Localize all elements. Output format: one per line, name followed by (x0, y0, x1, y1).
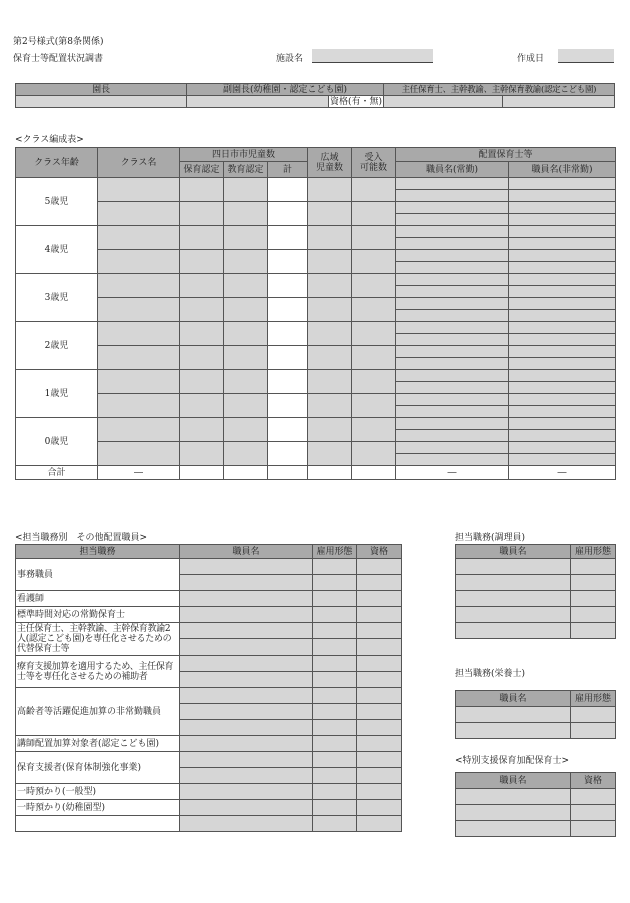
total-cell (268, 370, 308, 394)
hoiku-cell[interactable] (180, 298, 224, 322)
fulltime-staff-cell[interactable] (396, 178, 509, 190)
class-table (15, 147, 616, 480)
fulltime-staff-cell[interactable] (396, 358, 509, 370)
cook-value-cell[interactable] (571, 607, 616, 623)
class-name-cell[interactable] (98, 202, 180, 226)
accept-cell[interactable] (352, 442, 396, 466)
duty-employ-cell[interactable] (313, 784, 357, 800)
director-header: 園長 (16, 84, 187, 96)
special-value-cell[interactable] (571, 805, 616, 821)
duty-row (16, 559, 402, 575)
nutrition-value-cell[interactable] (571, 723, 616, 739)
fulltime-staff-cell[interactable] (396, 238, 509, 250)
duty-qual-cell[interactable] (357, 784, 402, 800)
parttime-staff-cell[interactable] (509, 394, 616, 406)
fulltime-staff-cell[interactable] (396, 322, 509, 334)
nutrition-row (456, 707, 616, 723)
cook-table (455, 544, 616, 639)
parttime-staff-cell[interactable] (509, 190, 616, 202)
kyoiku-cell[interactable] (224, 442, 268, 466)
nutrition-value-cell[interactable] (571, 707, 616, 723)
duty-row (16, 688, 402, 704)
duty-staff-name-cell[interactable] (180, 623, 313, 639)
wide-area-cell[interactable] (308, 394, 352, 418)
duty-label: 看護師 (16, 591, 180, 607)
parttime-staff-cell[interactable] (509, 442, 616, 454)
special-name-header: 職員名 (456, 773, 571, 789)
class-name-column-header: クラス名 (98, 148, 180, 178)
cook-name-cell[interactable] (456, 559, 571, 575)
nutrition-employ-header: 雇用形態 (571, 691, 616, 707)
age-cell: 2歳児 (16, 322, 98, 370)
duty-employ-cell[interactable] (313, 623, 357, 639)
class-row (16, 178, 616, 190)
hoiku-cell[interactable] (180, 178, 224, 202)
cook-name-header: 職員名 (456, 545, 571, 559)
duty-employ-header: 雇用形態 (313, 545, 357, 559)
class-name-cell[interactable] (98, 394, 180, 418)
fulltime-staff-cell[interactable] (396, 214, 509, 226)
total-dash: ― (98, 466, 180, 480)
duty-qual-cell[interactable] (357, 575, 402, 591)
special-value-cell[interactable] (571, 821, 616, 837)
kyoiku-cell[interactable] (224, 202, 268, 226)
parttime-staff-cell[interactable] (509, 334, 616, 346)
accept-cell[interactable] (352, 346, 396, 370)
duty-row (16, 607, 402, 623)
hoiku-header: 保育認定 (180, 162, 224, 178)
wide-area-cell[interactable] (308, 346, 352, 370)
age-column-header: クラス年齢 (16, 148, 98, 178)
class-row (16, 298, 616, 310)
total-value-cell (224, 466, 268, 480)
parttime-staff-cell[interactable] (509, 286, 616, 298)
class-name-cell[interactable] (98, 370, 180, 394)
special-name-cell[interactable] (456, 821, 571, 837)
document-title: 保育士等配置状況調書 (13, 54, 104, 64)
duty-staff-name-cell[interactable] (180, 752, 313, 768)
fulltime-staff-cell[interactable] (396, 202, 509, 214)
kyoiku-cell[interactable] (224, 394, 268, 418)
duty-column-header: 担当職務 (16, 545, 180, 559)
fulltime-staff-cell[interactable] (396, 370, 509, 382)
cook-row (456, 591, 616, 607)
total-cell (268, 250, 308, 274)
duty-staff-name-cell[interactable] (180, 607, 313, 623)
vice-director-header: 副園長(幼稚園・認定こども園) (187, 84, 384, 96)
kyoiku-cell[interactable] (224, 274, 268, 298)
accept-cell[interactable] (352, 274, 396, 298)
wide-area-header: 広域 児童数 (308, 148, 352, 178)
parttime-staff-cell[interactable] (509, 382, 616, 394)
parttime-staff-cell[interactable] (509, 226, 616, 238)
duty-employ-cell[interactable] (313, 591, 357, 607)
duty-label: 講師配置加算対象者(認定こども園) (16, 736, 180, 752)
parttime-staff-cell[interactable] (509, 322, 616, 334)
duty-staff-name-cell[interactable] (180, 768, 313, 784)
duty-qual-cell[interactable] (357, 720, 402, 736)
parttime-staff-cell[interactable] (509, 214, 616, 226)
parttime-staff-cell[interactable] (509, 250, 616, 262)
duty-staff-name-cell[interactable] (180, 800, 313, 816)
fulltime-header: 職員名(常勤) (396, 162, 509, 178)
duty-staff-name-cell[interactable] (180, 672, 313, 688)
total-cell (268, 442, 308, 466)
total-cell (268, 202, 308, 226)
cook-value-cell[interactable] (571, 623, 616, 639)
special-row (456, 805, 616, 821)
class-row (16, 322, 616, 334)
parttime-header: 職員名(非常勤) (509, 162, 616, 178)
kyoiku-cell[interactable] (224, 370, 268, 394)
cook-row (456, 559, 616, 575)
parttime-staff-cell[interactable] (509, 298, 616, 310)
wide-area-cell[interactable] (308, 370, 352, 394)
accept-cell[interactable] (352, 322, 396, 346)
duty-staff-name-cell[interactable] (180, 720, 313, 736)
duty-qual-cell[interactable] (357, 736, 402, 752)
parttime-staff-cell[interactable] (509, 358, 616, 370)
duty-employ-cell[interactable] (313, 575, 357, 591)
special-qual-header: 資格 (571, 773, 616, 789)
accept-cell[interactable] (352, 226, 396, 250)
cook-row (456, 575, 616, 591)
qualification-label: 資格(有・無) (329, 96, 382, 107)
duty-row (16, 656, 402, 672)
class-name-cell[interactable] (98, 178, 180, 202)
duty-employ-cell[interactable] (313, 720, 357, 736)
kyoiku-cell[interactable] (224, 418, 268, 442)
duty-staff-name-cell[interactable] (180, 688, 313, 704)
class-name-cell[interactable] (98, 274, 180, 298)
accept-cell[interactable] (352, 250, 396, 274)
wide-area-cell[interactable] (308, 418, 352, 442)
facility-field[interactable] (312, 49, 433, 63)
duty-staff-name-cell[interactable] (180, 704, 313, 720)
wide-area-cell[interactable] (308, 274, 352, 298)
duty-label: 主任保育士、主幹教諭、主幹保育教諭2人(認定こども園)を専任化させるための代替保育士等 (16, 623, 180, 656)
duty-qual-cell[interactable] (357, 768, 402, 784)
parttime-staff-cell[interactable] (509, 178, 616, 190)
duty-qual-cell[interactable] (357, 656, 402, 672)
fulltime-staff-cell[interactable] (396, 286, 509, 298)
duty-qual-cell[interactable] (357, 704, 402, 720)
total-value-cell (308, 466, 352, 480)
duty-employ-cell[interactable] (313, 639, 357, 656)
duty-row (16, 591, 402, 607)
fulltime-staff-cell[interactable] (396, 274, 509, 286)
parttime-staff-cell[interactable] (509, 454, 616, 466)
total-value-cell (180, 466, 224, 480)
duty-qual-cell[interactable] (357, 800, 402, 816)
hoiku-cell[interactable] (180, 322, 224, 346)
age-cell: 4歳児 (16, 226, 98, 274)
duty-staff-name-cell[interactable] (180, 559, 313, 575)
duty-staff-name-cell[interactable] (180, 639, 313, 656)
class-row (16, 418, 616, 430)
duty-staff-name-cell[interactable] (180, 816, 313, 832)
hoiku-cell[interactable] (180, 202, 224, 226)
cook-value-cell[interactable] (571, 591, 616, 607)
duty-employ-cell[interactable] (313, 607, 357, 623)
duty-row (16, 623, 402, 639)
duty-qual-cell[interactable] (357, 591, 402, 607)
wide-area-cell[interactable] (308, 250, 352, 274)
total-cell (268, 274, 308, 298)
city-children-header: 四日市市児童数 (180, 148, 308, 162)
duty-qual-cell[interactable] (357, 607, 402, 623)
class-row (16, 274, 616, 286)
cook-section-heading: 担当職務(調理員) (455, 533, 526, 543)
fulltime-staff-cell[interactable] (396, 226, 509, 238)
hoiku-cell[interactable] (180, 250, 224, 274)
class-name-cell[interactable] (98, 250, 180, 274)
parttime-staff-cell[interactable] (509, 238, 616, 250)
duty-employ-cell[interactable] (313, 704, 357, 720)
hoiku-cell[interactable] (180, 394, 224, 418)
total-cell (268, 322, 308, 346)
duty-qual-cell[interactable] (357, 559, 402, 575)
accept-cell[interactable] (352, 370, 396, 394)
duty-table (15, 544, 402, 832)
duty-staff-name-cell[interactable] (180, 736, 313, 752)
duty-employ-cell[interactable] (313, 816, 357, 832)
kyoiku-cell[interactable] (224, 346, 268, 370)
duty-qual-cell[interactable] (357, 752, 402, 768)
parttime-staff-cell[interactable] (509, 418, 616, 430)
accept-cell[interactable] (352, 418, 396, 442)
kyoiku-cell[interactable] (224, 226, 268, 250)
cook-name-cell[interactable] (456, 623, 571, 639)
duty-employ-cell[interactable] (313, 559, 357, 575)
fulltime-staff-cell[interactable] (396, 310, 509, 322)
total-dash: ― (396, 466, 509, 480)
parttime-staff-cell[interactable] (509, 430, 616, 442)
cook-employ-header: 雇用形態 (571, 545, 616, 559)
hoiku-cell[interactable] (180, 370, 224, 394)
accept-cell[interactable] (352, 298, 396, 322)
duty-qual-cell[interactable] (357, 816, 402, 832)
class-row (16, 226, 616, 238)
class-name-cell[interactable] (98, 442, 180, 466)
parttime-staff-cell[interactable] (509, 202, 616, 214)
fulltime-staff-cell[interactable] (396, 346, 509, 358)
class-name-cell[interactable] (98, 298, 180, 322)
vice-director-name-cell[interactable] (187, 96, 329, 108)
hoiku-cell[interactable] (180, 226, 224, 250)
total-value-cell (352, 466, 396, 480)
duty-row (16, 784, 402, 800)
special-row (456, 821, 616, 837)
total-cell (268, 418, 308, 442)
accept-cell[interactable] (352, 178, 396, 202)
fulltime-staff-cell[interactable] (396, 454, 509, 466)
class-row (16, 202, 616, 214)
duty-label: 事務職員 (16, 559, 180, 591)
total-cell (268, 226, 308, 250)
fulltime-staff-cell[interactable] (396, 418, 509, 430)
class-row (16, 394, 616, 406)
fulltime-staff-cell[interactable] (396, 250, 509, 262)
duty-label: 療育支援加算を適用するため、主任保育士等を専任化させるための補助者 (16, 656, 180, 688)
parttime-staff-cell[interactable] (509, 274, 616, 286)
nutrition-row (456, 723, 616, 739)
wide-area-cell[interactable] (308, 322, 352, 346)
cook-row (456, 623, 616, 639)
wide-area-cell[interactable] (308, 442, 352, 466)
chief-name-cell[interactable] (383, 96, 502, 108)
duty-row (16, 816, 402, 832)
cook-name-cell[interactable] (456, 575, 571, 591)
director-name-cell[interactable] (16, 96, 187, 108)
cook-name-cell[interactable] (456, 607, 571, 623)
duty-label: 高齢者等活躍促進加算の非常勤職員 (16, 688, 180, 736)
fulltime-staff-cell[interactable] (396, 394, 509, 406)
total-label: 合計 (16, 466, 98, 480)
accept-cell[interactable] (352, 202, 396, 226)
parttime-staff-cell[interactable] (509, 310, 616, 322)
fulltime-staff-cell[interactable] (396, 430, 509, 442)
chief-header: 主任保育士、主幹教諭、主幹保育教諭(認定こども園) (383, 84, 614, 96)
total-header: 計 (268, 162, 308, 178)
special-value-cell[interactable] (571, 789, 616, 805)
total-cell (268, 178, 308, 202)
total-cell (268, 298, 308, 322)
duty-row (16, 800, 402, 816)
age-cell: 3歳児 (16, 274, 98, 322)
duty-qual-cell[interactable] (357, 639, 402, 656)
fulltime-staff-cell[interactable] (396, 298, 509, 310)
nutrition-name-cell[interactable] (456, 707, 571, 723)
hoiku-cell[interactable] (180, 418, 224, 442)
hoiku-cell[interactable] (180, 346, 224, 370)
staff-header: 配置保育士等 (396, 148, 616, 162)
kyoiku-header: 教育認定 (224, 162, 268, 178)
duty-label: 一時預かり(一般型) (16, 784, 180, 800)
accept-cell[interactable] (352, 394, 396, 418)
total-cell (268, 346, 308, 370)
class-row (16, 442, 616, 454)
duty-employ-cell[interactable] (313, 736, 357, 752)
date-field[interactable] (558, 49, 614, 63)
duty-qual-cell[interactable] (357, 623, 402, 639)
age-cell: 5歳児 (16, 178, 98, 226)
facility-label: 施設名 (276, 54, 304, 64)
class-row (16, 250, 616, 262)
parttime-staff-cell[interactable] (509, 262, 616, 274)
class-row (16, 346, 616, 358)
duty-employ-cell[interactable] (313, 688, 357, 704)
duty-label: 一時預かり(幼稚園型) (16, 800, 180, 816)
duty-staff-name-cell[interactable] (180, 575, 313, 591)
wide-area-cell[interactable] (308, 178, 352, 202)
cook-value-cell[interactable] (571, 575, 616, 591)
kyoiku-cell[interactable] (224, 250, 268, 274)
class-row (16, 370, 616, 382)
date-label: 作成日 (517, 54, 545, 64)
fulltime-staff-cell[interactable] (396, 442, 509, 454)
duty-label: 標準時間対応の常勤保育士 (16, 607, 180, 623)
total-dash: ― (509, 466, 616, 480)
age-cell: 0歳児 (16, 418, 98, 466)
total-value-cell (268, 466, 308, 480)
form-number: 第2号様式(第8条関係) (13, 37, 104, 47)
age-cell: 1歳児 (16, 370, 98, 418)
parttime-staff-cell[interactable] (509, 370, 616, 382)
parttime-staff-cell[interactable] (509, 346, 616, 358)
total-cell (268, 394, 308, 418)
duty-row (16, 752, 402, 768)
nutrition-table (455, 690, 616, 739)
cook-name-cell[interactable] (456, 591, 571, 607)
duty-qual-cell[interactable] (357, 688, 402, 704)
kyoiku-cell[interactable] (224, 178, 268, 202)
chief-name-cell-2[interactable] (502, 96, 614, 108)
kyoiku-cell[interactable] (224, 322, 268, 346)
duty-qual-cell[interactable] (357, 672, 402, 688)
nutrition-name-cell[interactable] (456, 723, 571, 739)
cook-value-cell[interactable] (571, 559, 616, 575)
duty-employ-cell[interactable] (313, 800, 357, 816)
kyoiku-cell[interactable] (224, 298, 268, 322)
special-section-heading: <特別支援保育加配保育士> (455, 756, 570, 766)
special-row (456, 789, 616, 805)
fulltime-staff-cell[interactable] (396, 190, 509, 202)
duty-employ-cell[interactable] (313, 752, 357, 768)
duty-employ-cell[interactable] (313, 672, 357, 688)
class-name-cell[interactable] (98, 346, 180, 370)
duty-staff-name-cell[interactable] (180, 591, 313, 607)
special-name-cell[interactable] (456, 789, 571, 805)
duty-label: 保育支援者(保育体制強化事業) (16, 752, 180, 784)
special-name-cell[interactable] (456, 805, 571, 821)
wide-area-cell[interactable] (308, 298, 352, 322)
accept-capacity-header: 受入 可能数 (352, 148, 396, 178)
duty-name-header: 職員名 (180, 545, 313, 559)
fulltime-staff-cell[interactable] (396, 406, 509, 418)
duty-qual-header: 資格 (357, 545, 402, 559)
special-table (455, 772, 616, 837)
class-name-cell[interactable] (98, 226, 180, 250)
class-name-cell[interactable] (98, 418, 180, 442)
fulltime-staff-cell[interactable] (396, 382, 509, 394)
cook-row (456, 607, 616, 623)
nutrition-name-header: 職員名 (456, 691, 571, 707)
wide-area-cell[interactable] (308, 202, 352, 226)
duty-employ-cell[interactable] (313, 768, 357, 784)
duty-label (16, 816, 180, 832)
wide-area-cell[interactable] (308, 226, 352, 250)
parttime-staff-cell[interactable] (509, 406, 616, 418)
total-row (16, 466, 616, 480)
duty-section-heading: <担当職務別 その他配置職員> (15, 533, 148, 543)
fulltime-staff-cell[interactable] (396, 262, 509, 274)
nutrition-section-heading: 担当職務(栄養士) (455, 669, 526, 679)
duty-staff-name-cell[interactable] (180, 656, 313, 672)
duty-row (16, 736, 402, 752)
class-section-heading: <クラス編成表> (15, 135, 84, 145)
duty-staff-name-cell[interactable] (180, 784, 313, 800)
duty-employ-cell[interactable] (313, 656, 357, 672)
management-table (15, 83, 615, 108)
hoiku-cell[interactable] (180, 274, 224, 298)
fulltime-staff-cell[interactable] (396, 334, 509, 346)
hoiku-cell[interactable] (180, 442, 224, 466)
class-name-cell[interactable] (98, 322, 180, 346)
